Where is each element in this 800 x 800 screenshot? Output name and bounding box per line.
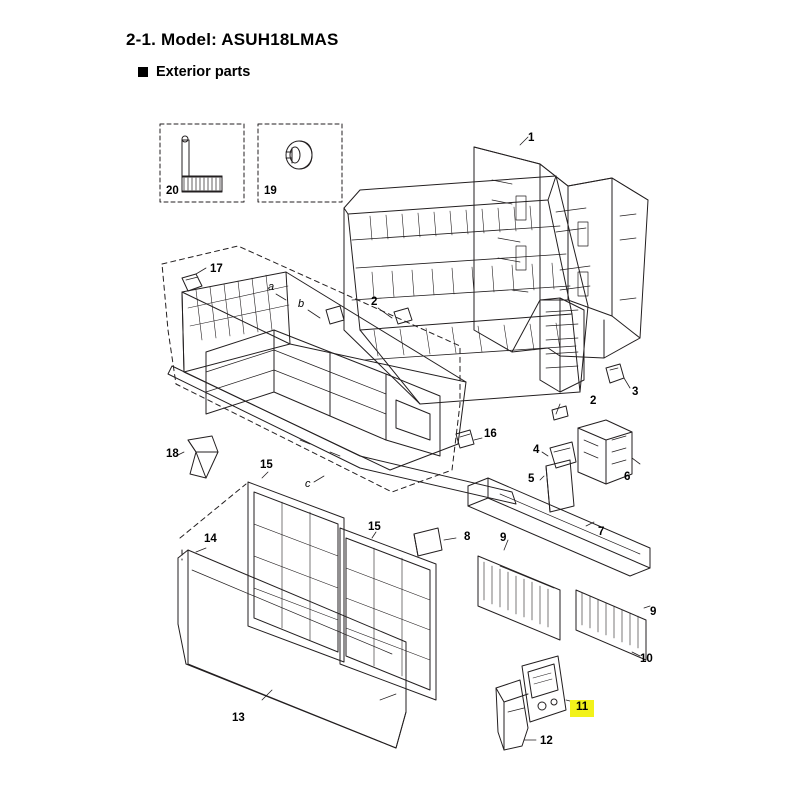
callout-1: 1: [528, 132, 535, 144]
callout-7: 7: [598, 526, 605, 538]
callout-18: 18: [166, 448, 179, 460]
callout-19: 19: [264, 185, 277, 197]
callout-2-upper: 2: [371, 296, 378, 308]
callout-15-left: 15: [260, 459, 273, 471]
callout-14: 14: [204, 533, 217, 545]
callout-5: 5: [528, 473, 535, 485]
callout-20: 20: [166, 185, 179, 197]
callout-8: 8: [464, 531, 471, 543]
callout-17: 17: [210, 263, 223, 275]
callout-4: 4: [533, 444, 540, 456]
callout-2-lower: 2: [590, 395, 597, 407]
callout-16: 16: [484, 428, 497, 440]
callout-3: 3: [632, 386, 639, 398]
callout-10: 10: [640, 653, 653, 665]
callout-6: 6: [624, 471, 631, 483]
callout-12: 12: [540, 735, 553, 747]
callout-c: c: [305, 478, 311, 490]
callout-15-right: 15: [368, 521, 381, 533]
section-subtitle-label: Exterior parts: [156, 64, 251, 80]
callout-9-right: 9: [650, 606, 657, 618]
callout-b: b: [298, 298, 305, 310]
callout-13: 13: [232, 712, 245, 724]
callout-9-left: 9: [500, 532, 507, 544]
callout-11: 11: [570, 700, 594, 717]
callout-a: a: [268, 281, 275, 293]
page-title: 2-1. Model: ASUH18LMAS: [126, 30, 339, 49]
